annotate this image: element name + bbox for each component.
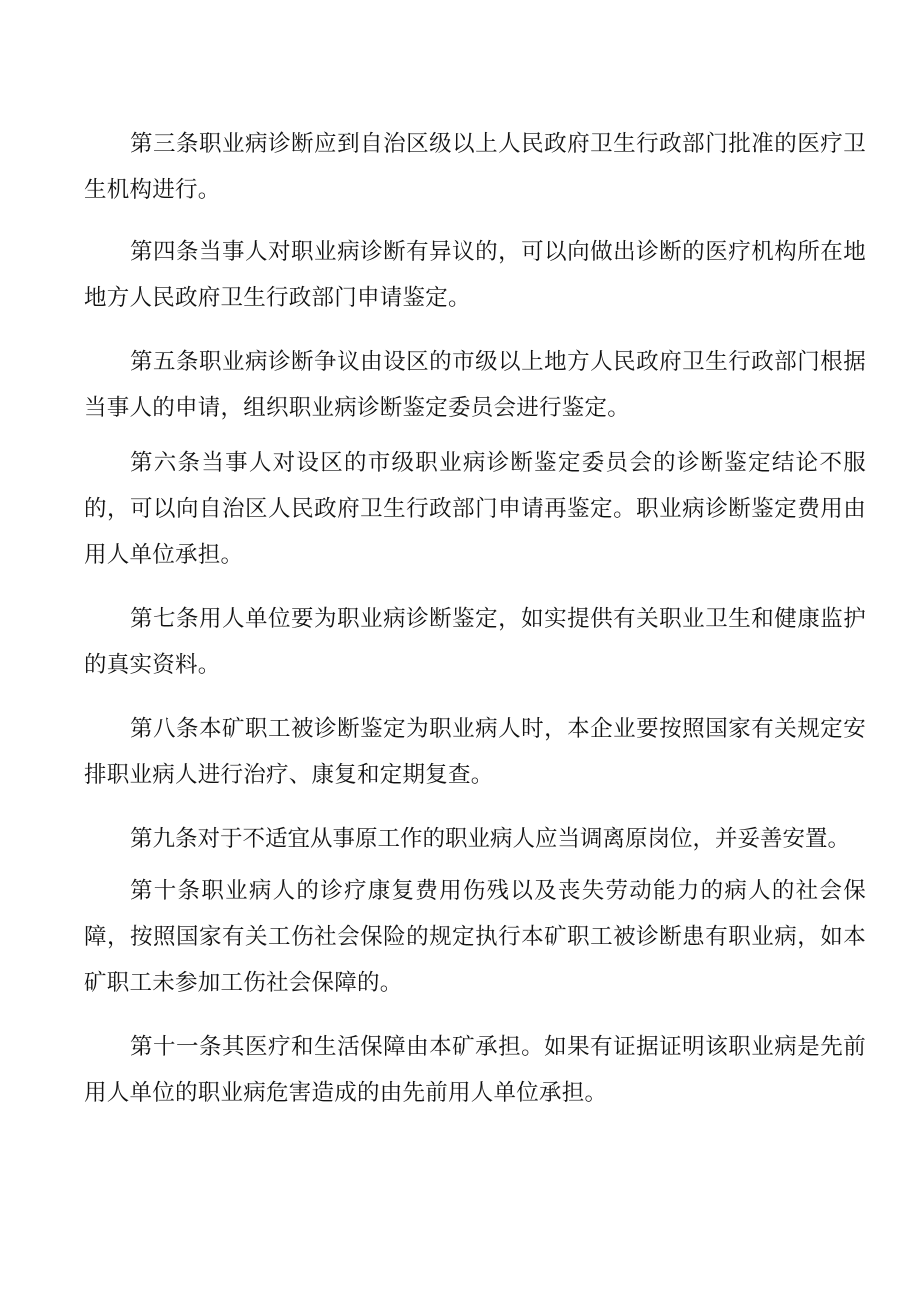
article-8-paragraph: 第八条本矿职工被诊断鉴定为职业病人时，本企业要按照国家有关规定安排职业病人进行治疗、康复和定期复查。 [84,716,866,788]
article-4-paragraph: 第四条当事人对职业病诊断有异议的，可以向做出诊断的医疗机构所在地地方人民政府卫生行政部门申请鉴定。 [84,239,866,311]
article-11-paragraph: 第十一条其医疗和生活保障由本矿承担。如果有证据证明该职业病是先前用人单位的职业病危害造成的由先前用人单位承担。 [84,1034,866,1106]
article-6-paragraph: 第六条当事人对设区的市级职业病诊断鉴定委员会的诊断鉴定结论不服的，可以向自治区人民政府卫生行政部门申请再鉴定。职业病诊断鉴定费用由用人单位承担。 [84,450,866,568]
article-7-paragraph: 第七条用人单位要为职业病诊断鉴定，如实提供有关职业卫生和健康监护的真实资料。 [84,606,866,678]
article-9-paragraph: 第九条对于不适宜从事原工作的职业病人应当调离原岗位，并妥善安置。 [130,826,851,852]
article-5-paragraph: 第五条职业病诊断争议由设区的市级以上地方人民政府卫生行政部门根据当事人的申请，组织职业病诊断鉴定委员会进行鉴定。 [84,349,866,421]
article-3-paragraph: 第三条职业病诊断应到自治区级以上人民政府卫生行政部门批准的医疗卫生机构进行。 [84,131,866,203]
article-10-paragraph: 第十条职业病人的诊疗康复费用伤残以及丧失劳动能力的病人的社会保障，按照国家有关工伤社会保险的规定执行本矿职工被诊断患有职业病，如本矿职工未参加工伤社会保障的。 [84,878,866,996]
